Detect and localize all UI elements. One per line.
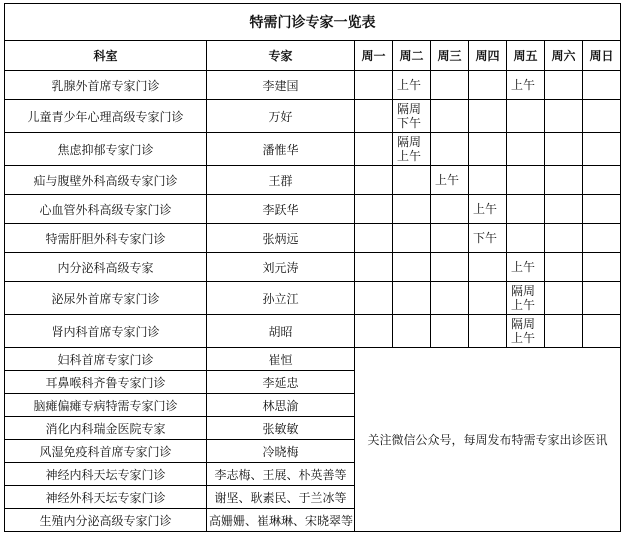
table-row (5, 195, 621, 224)
department-cell: 疝与腹壁外科高级专家门诊 (5, 166, 207, 195)
schedule-cell: 隔周上午 (393, 133, 431, 166)
header-sun: 周日 (583, 41, 621, 71)
schedule-cell (545, 224, 583, 253)
schedule-cell (393, 195, 431, 224)
department-cell: 肾内科首席专家门诊 (5, 315, 207, 348)
schedule-cell (507, 133, 545, 166)
schedule-cell (355, 282, 393, 315)
schedule-cell: 上午 (507, 253, 545, 282)
table-row (5, 166, 621, 195)
table-title: 特需门诊专家一览表 (5, 4, 621, 41)
schedule-cell (393, 315, 431, 348)
schedule-cell: 上午 (507, 71, 545, 100)
header-thu: 周四 (469, 41, 507, 71)
expert-cell: 刘元涛 (207, 253, 355, 282)
table-row (5, 100, 621, 133)
expert-cell: 张炳远 (207, 224, 355, 253)
header-row (5, 41, 621, 71)
department-cell: 儿童青少年心理高级专家门诊 (5, 100, 207, 133)
schedule-cell (355, 224, 393, 253)
schedule-cell (393, 282, 431, 315)
schedule-cell (583, 224, 621, 253)
schedule-cell (469, 133, 507, 166)
schedule-cell (355, 100, 393, 133)
schedule-cell: 下午 (469, 224, 507, 253)
header-wed: 周三 (431, 41, 469, 71)
schedule-cell: 隔周上午 (507, 282, 545, 315)
schedule-cell (393, 253, 431, 282)
expert-cell: 李志梅、王展、朴英善等 (207, 463, 355, 486)
department-cell: 神经外科天坛专家门诊 (5, 486, 207, 509)
department-cell: 耳鼻喉科齐鲁专家门诊 (5, 371, 207, 394)
schedule-cell (545, 166, 583, 195)
schedule-cell (507, 224, 545, 253)
schedule-cell (431, 282, 469, 315)
schedule-cell (583, 100, 621, 133)
table-row (5, 133, 621, 166)
expert-cell: 冷晓梅 (207, 440, 355, 463)
schedule-cell (469, 71, 507, 100)
header-tue: 周二 (393, 41, 431, 71)
header-mon: 周一 (355, 41, 393, 71)
department-cell: 神经内科天坛专家门诊 (5, 463, 207, 486)
schedule-cell (507, 166, 545, 195)
expert-cell: 李延忠 (207, 371, 355, 394)
schedule-cell: 上午 (431, 166, 469, 195)
schedule-cell (355, 253, 393, 282)
schedule-body (5, 71, 621, 532)
schedule-cell (469, 315, 507, 348)
schedule-cell (583, 195, 621, 224)
table-row (5, 282, 621, 315)
schedule-cell (583, 166, 621, 195)
schedule-cell (355, 166, 393, 195)
schedule-cell (431, 195, 469, 224)
schedule-cell: 上午 (393, 71, 431, 100)
schedule-cell (545, 315, 583, 348)
department-cell: 生殖内分泌高级专家门诊 (5, 509, 207, 532)
schedule-cell (469, 166, 507, 195)
schedule-cell: 上午 (469, 195, 507, 224)
schedule-cell (545, 100, 583, 133)
schedule-cell (355, 195, 393, 224)
table-row (5, 71, 621, 100)
schedule-cell (431, 100, 469, 133)
schedule-cell (431, 315, 469, 348)
expert-cell: 高姗姗、崔琳琳、宋晓翠等 (207, 509, 355, 532)
schedule-cell: 隔周上午 (507, 315, 545, 348)
expert-cell: 李跃华 (207, 195, 355, 224)
expert-schedule (4, 3, 620, 532)
department-cell: 乳腺外首席专家门诊 (5, 71, 207, 100)
schedule-cell (469, 282, 507, 315)
department-cell: 妇科首席专家门诊 (5, 348, 207, 371)
header-expert: 专家 (207, 41, 355, 71)
schedule-cell (583, 71, 621, 100)
schedule-cell (431, 71, 469, 100)
department-cell: 焦虑抑郁专家门诊 (5, 133, 207, 166)
schedule-cell (469, 253, 507, 282)
header-department: 科室 (5, 41, 207, 71)
schedule-cell (355, 315, 393, 348)
department-cell: 特需肝胆外科专家门诊 (5, 224, 207, 253)
expert-cell: 王群 (207, 166, 355, 195)
department-cell: 风湿免疫科首席专家门诊 (5, 440, 207, 463)
header-sat: 周六 (545, 41, 583, 71)
table-row (5, 253, 621, 282)
schedule-cell (583, 133, 621, 166)
schedule-cell (469, 100, 507, 133)
expert-schedule-table (4, 3, 621, 532)
schedule-cell (355, 133, 393, 166)
table-row (5, 224, 621, 253)
schedule-cell (545, 282, 583, 315)
expert-cell: 李建国 (207, 71, 355, 100)
wechat-notice: 关注微信公众号，每周发布特需专家出诊医讯 (355, 348, 621, 532)
schedule-cell (583, 315, 621, 348)
schedule-cell (583, 253, 621, 282)
schedule-cell (431, 133, 469, 166)
table-row (5, 315, 621, 348)
department-cell: 心血管外科高级专家门诊 (5, 195, 207, 224)
schedule-cell (393, 224, 431, 253)
schedule-cell (507, 195, 545, 224)
expert-cell: 林思渝 (207, 394, 355, 417)
schedule-cell (431, 253, 469, 282)
schedule-cell (545, 133, 583, 166)
schedule-cell (355, 71, 393, 100)
expert-cell: 潘惟华 (207, 133, 355, 166)
department-cell: 泌尿外首席专家门诊 (5, 282, 207, 315)
schedule-cell: 隔周下午 (393, 100, 431, 133)
schedule-cell (507, 100, 545, 133)
expert-cell: 胡昭 (207, 315, 355, 348)
expert-cell: 谢坚、耿素民、于兰冰等 (207, 486, 355, 509)
department-cell: 内分泌科高级专家 (5, 253, 207, 282)
schedule-cell (545, 195, 583, 224)
department-cell: 消化内科瑞金医院专家 (5, 417, 207, 440)
schedule-cell (545, 253, 583, 282)
department-cell: 脑瘫偏瘫专病特需专家门诊 (5, 394, 207, 417)
table-row (5, 348, 621, 371)
expert-cell: 孙立江 (207, 282, 355, 315)
header-fri: 周五 (507, 41, 545, 71)
schedule-cell (431, 224, 469, 253)
expert-cell: 张敏敏 (207, 417, 355, 440)
expert-cell: 崔恒 (207, 348, 355, 371)
schedule-cell (583, 282, 621, 315)
expert-cell: 万好 (207, 100, 355, 133)
schedule-cell (393, 166, 431, 195)
schedule-cell (545, 71, 583, 100)
